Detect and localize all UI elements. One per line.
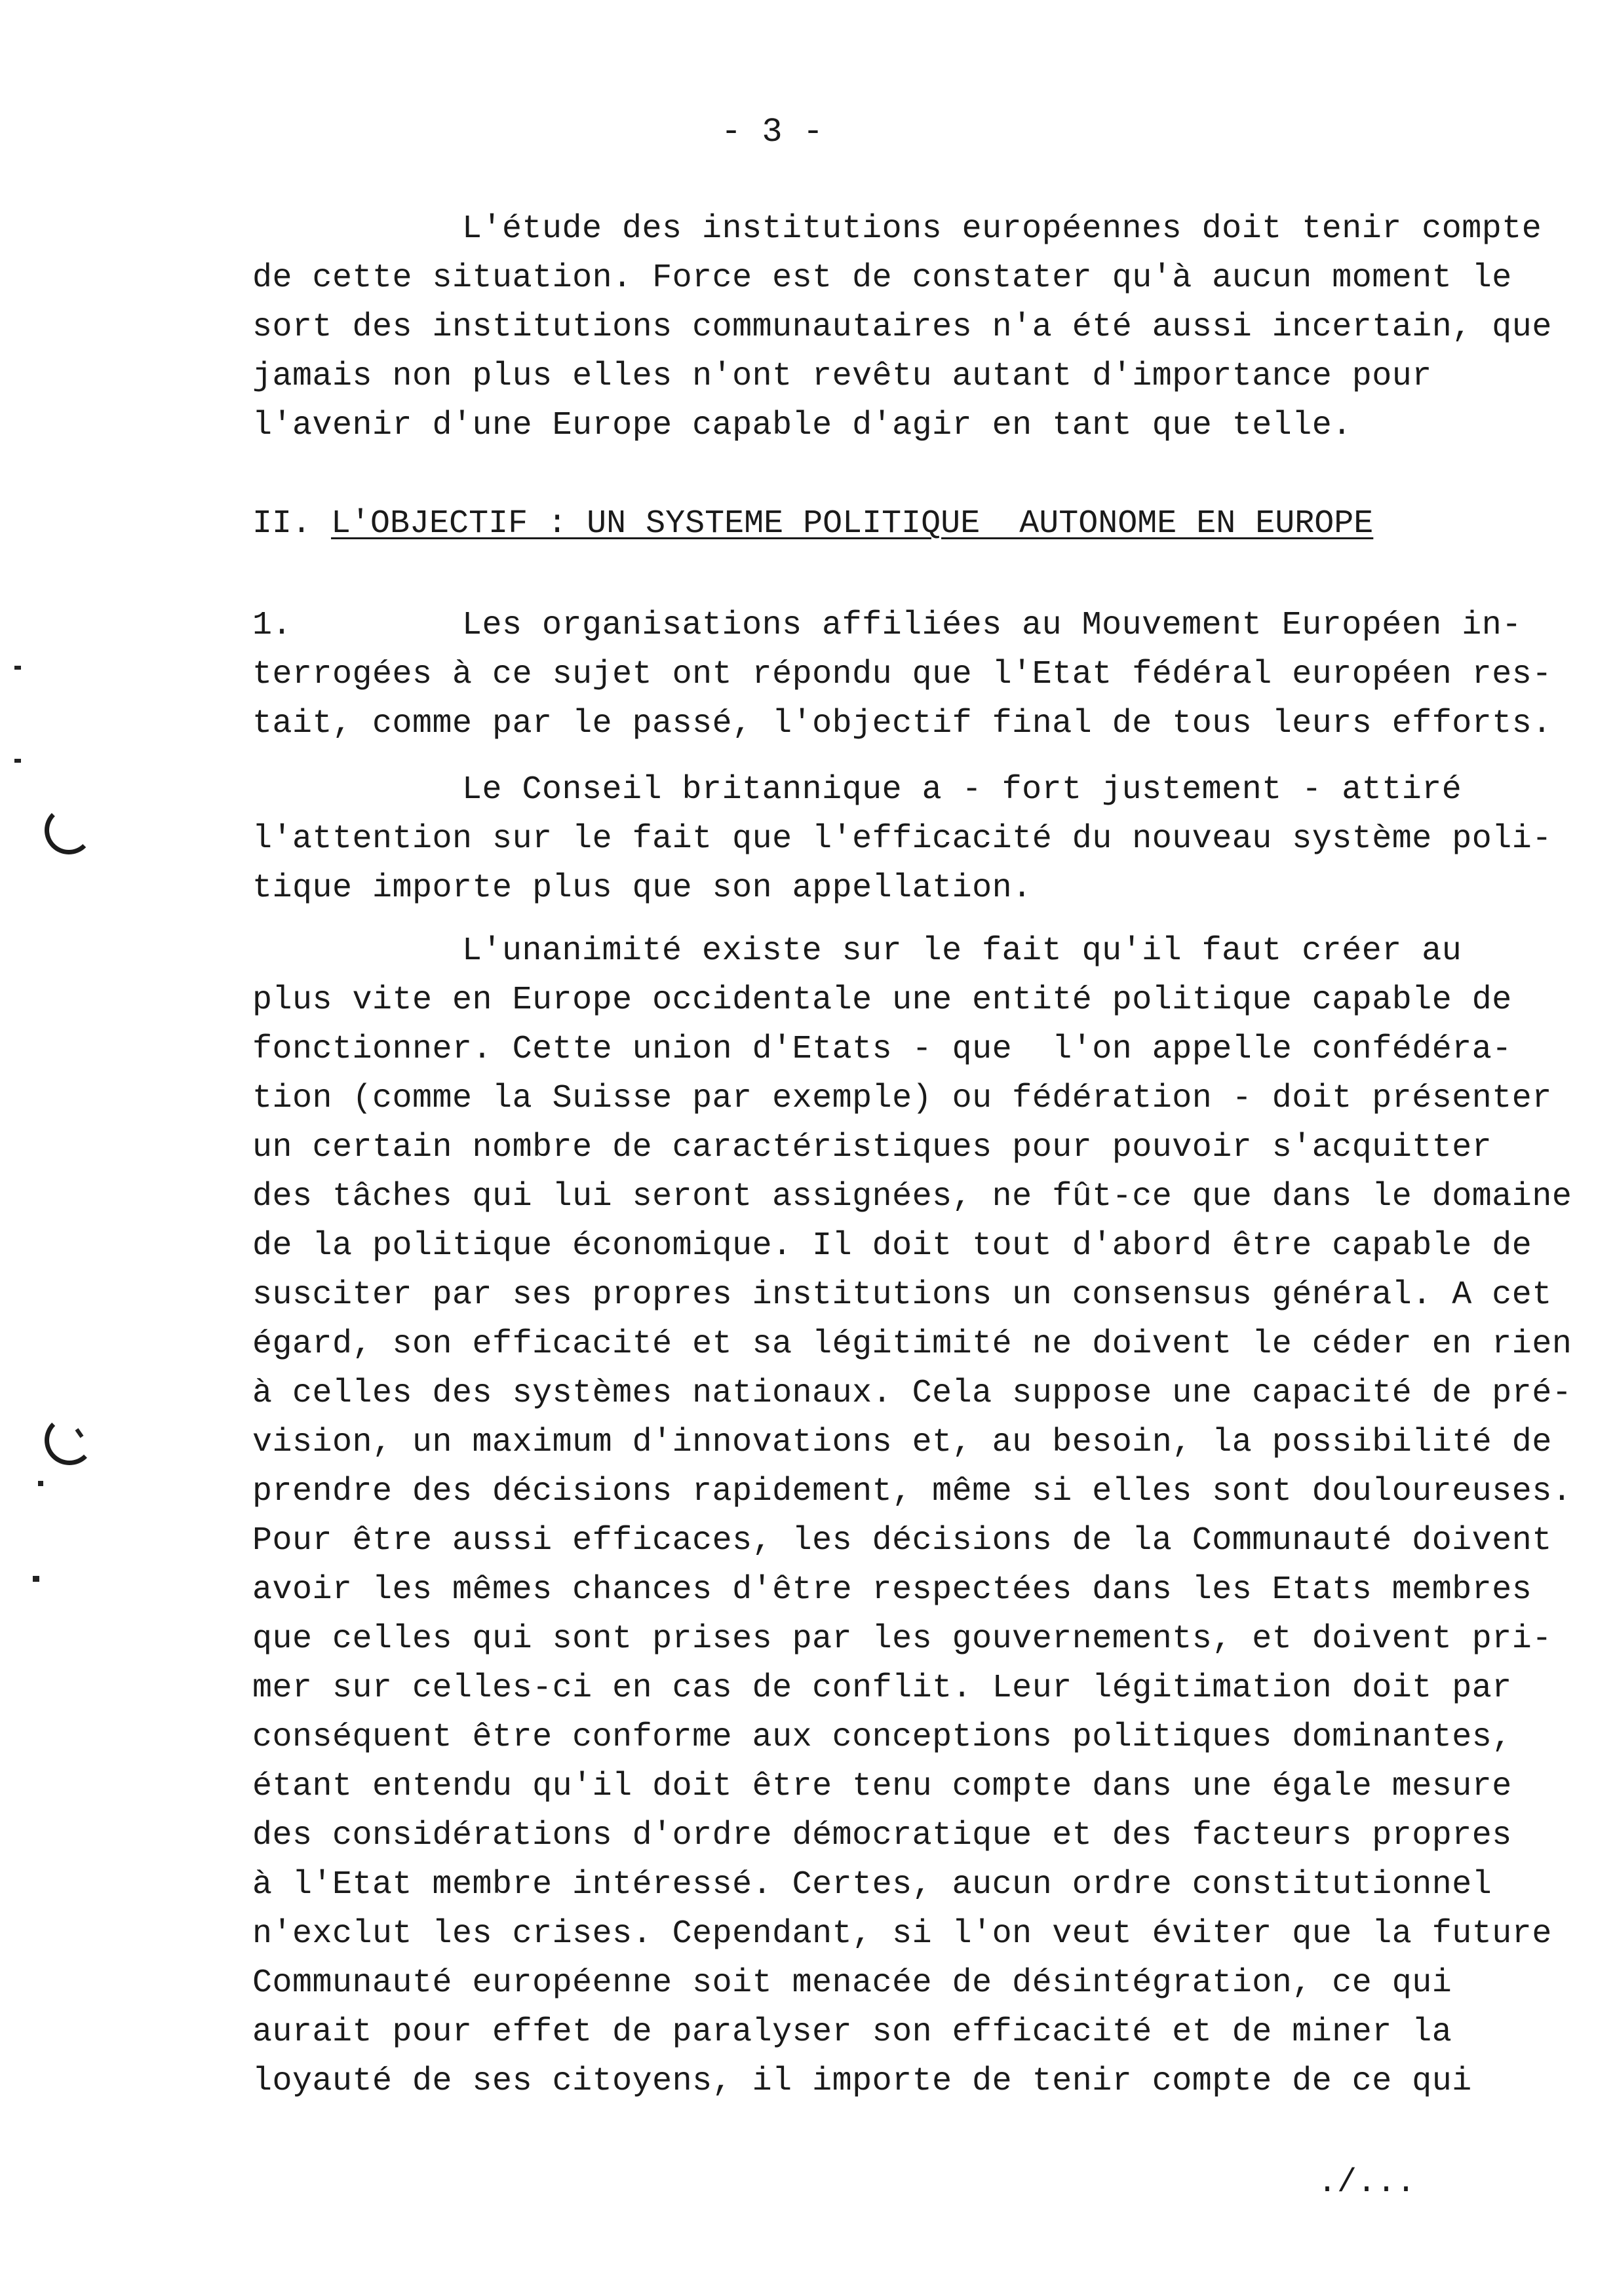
text-line: à l'Etat membre intéressé. Certes, aucun ordre constitutionnel (252, 1866, 1492, 1904)
text-line: tion (comme la Suisse par exemple) ou fédération - doit présenter (252, 1080, 1552, 1117)
text-line: à celles des systèmes nationaux. Cela suppose une capacité de pré- (252, 1375, 1572, 1412)
text-line: l'attention sur le fait que l'efficacité du nouveau système poli- (252, 820, 1552, 858)
text-line: n'exclut les crises. Cependant, si l'on veut éviter que la future (252, 1915, 1552, 1953)
text-line: fonctionner. Cette union d'Etats - que l'on appelle confédéra- (252, 1031, 1512, 1068)
text-line: tait, comme par le passé, l'objectif final de tous leurs efforts. (252, 705, 1552, 742)
page-number: - 3 - (721, 113, 824, 151)
text-line: que celles qui sont prises par les gouvernements, et doivent pri- (252, 1620, 1552, 1658)
text-line: mer sur celles-ci en cas de conflit. Leur légitimation doit par (252, 1670, 1512, 1707)
text-line: Le Conseil britannique a - fort justement - attiré (462, 771, 1462, 809)
scan-speck (33, 1576, 39, 1582)
text-line: sort des institutions communautaires n'a été aussi incertain, que (252, 309, 1552, 346)
text-line: aurait pour effet de paralyser son efficacité et de miner la (252, 2014, 1452, 2051)
punch-hole-mark (45, 806, 93, 854)
text-line: un certain nombre de caractéristiques pour pouvoir s'acquitter (252, 1129, 1492, 1166)
text-line: L'étude des institutions européennes doit tenir compte (462, 210, 1542, 248)
text-line: étant entendu qu'il doit être tenu compte dans une égale mesure (252, 1768, 1512, 1805)
text-line: terrogées à ce sujet ont répondu que l'Etat fédéral européen res- (252, 656, 1552, 693)
text-line: de cette situation. Force est de constater qu'à aucun moment le (252, 259, 1512, 297)
text-line: avoir les mêmes chances d'être respectées dans les Etats membres (252, 1571, 1532, 1609)
text-line: plus vite en Europe occidentale une entité politique capable de (252, 982, 1512, 1019)
text-line: loyauté de ses citoyens, il importe de tenir compte de ce qui (252, 2063, 1472, 2100)
text-line: vision, un maximum d'innovations et, au besoin, la possibilité de (252, 1424, 1552, 1461)
text-line: de la politique économique. Il doit tout d'abord être capable de (252, 1227, 1532, 1265)
text-line: Pour être aussi efficaces, les décisions de la Communauté doivent (252, 1522, 1552, 1559)
section-heading-number: II. (252, 505, 332, 543)
text-line: des considérations d'ordre démocratique et des facteurs propres (252, 1817, 1512, 1854)
scan-speck (14, 759, 21, 763)
section-heading-title: L'OBJECTIF : UN SYSTEME POLITIQUE AUTONOME EN EUROPE (331, 505, 1374, 543)
text-line: conséquent être conforme aux conceptions politiques dominantes, (252, 1719, 1512, 1756)
text-line: susciter par ses propres institutions un consensus général. A cet (252, 1276, 1552, 1314)
text-line: des tâches qui lui seront assignées, ne fût-ce que dans le domaine (252, 1178, 1572, 1215)
text-line: Les organisations affiliées au Mouvement Européen in- (462, 607, 1522, 644)
continuation-mark: ./... (1317, 2164, 1416, 2202)
text-line: l'avenir d'une Europe capable d'agir en tant que telle. (252, 407, 1352, 444)
section-heading (252, 505, 1373, 544)
scan-speck (38, 1481, 43, 1486)
text-line: prendre des décisions rapidement, même si elles sont douloureuses. (252, 1473, 1572, 1510)
text-line: jamais non plus elles n'ont revêtu autant d'importance pour (252, 358, 1432, 395)
scan-speck (14, 666, 21, 670)
paragraph-number: 1. (252, 607, 292, 644)
punch-hole-mark (45, 1415, 94, 1465)
text-line: égard, son efficacité et sa légitimité ne doivent le céder en rien (252, 1326, 1572, 1363)
text-line: tique importe plus que son appellation. (252, 870, 1032, 907)
text-line: Communauté européenne soit menacée de désintégration, ce qui (252, 1964, 1452, 2002)
text-line: L'unanimité existe sur le fait qu'il faut créer au (462, 932, 1462, 970)
